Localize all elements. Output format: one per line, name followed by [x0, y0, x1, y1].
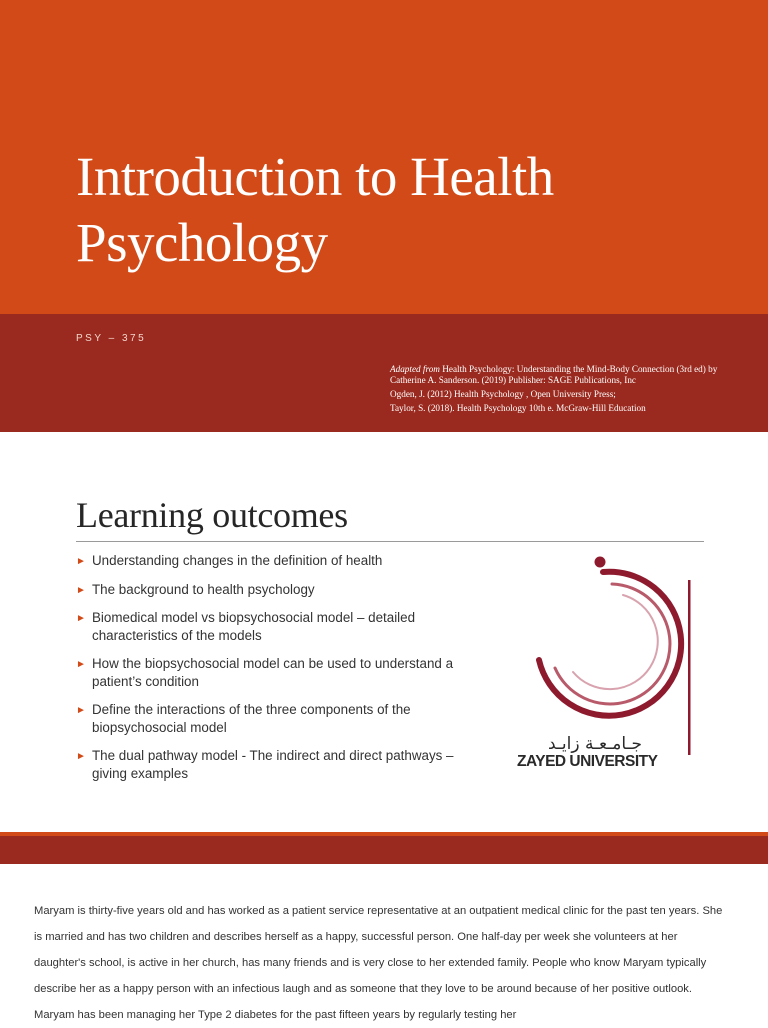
- logo-arabic-text: جـامـعـة زايـد: [547, 734, 643, 754]
- bullet-arrow-icon: ►: [76, 751, 86, 762]
- list-item: ► Understanding changes in the definition of health: [76, 552, 486, 570]
- heading-divider: [76, 541, 704, 542]
- list-item: ► The background to health psychology: [76, 581, 486, 599]
- adapted-label: Adapted from: [390, 364, 440, 374]
- footer-band: [0, 832, 768, 864]
- logo-arc-icon: [539, 572, 681, 716]
- title-slide: [0, 0, 768, 432]
- bullet-arrow-icon: ►: [76, 659, 86, 670]
- footer-band-accent: [0, 832, 768, 836]
- bullet-arrow-icon: ►: [76, 584, 86, 596]
- zayed-university-logo: [515, 550, 695, 775]
- references: [390, 364, 750, 417]
- case-study-paragraph: Maryam is thirty-five years old and has worked as a patient service representative at an outpatient medical clinic for the past ten years. She is married and has two children and describes herself as a happy, successful person. One half-day per week she volunteers at her daughter's school, is active in her church, has many friends and is very close to her extended family. People who know Maryam typically describe her as a happy person with an infectious laugh and as someone that they love to be around because of her positive outlook. Maryam has been managing her Type 2 diabetes for the past fifteen years by regularly testing her: [34, 905, 723, 1021]
- reference-3: Taylor, S. (2018). Health Psychology 10th e. McGraw-Hill Education: [390, 403, 646, 413]
- reference-1: [390, 364, 750, 386]
- bullet-arrow-icon: ►: [76, 705, 86, 716]
- case-study-slide: [0, 864, 768, 1024]
- logo-wordmark: ZAYED UNIVERSITY: [517, 753, 658, 770]
- slide-title: Introduction to Health Psychology: [76, 146, 554, 273]
- course-code: PSY – 375: [76, 333, 147, 344]
- slide-heading: Learning outcomes: [76, 495, 348, 535]
- bullet-arrow-icon: ►: [76, 556, 86, 567]
- list-item: ► How the biopsychosocial model can be used to understand a patient’s condition: [76, 656, 454, 689]
- list-item: ► The dual pathway model - The indirect and direct pathways –giving examples: [76, 748, 454, 781]
- logo-dot-icon: [595, 557, 606, 568]
- list-item: ► Define the interactions of the three components of the biopsychosocial model: [76, 702, 411, 735]
- learning-outcomes-slide: [0, 432, 768, 864]
- logo-arc-inner-icon: [555, 584, 670, 704]
- reference-1-text: Health Psychology: Understanding the Mind-Body Connection (3rd ed) by Catherine A. Sanderson. (2019) Publisher: SAGE Publications, Inc: [390, 364, 718, 385]
- outcomes-list: [76, 552, 486, 793]
- list-item: ► Biomedical model vs biopsychosocial model – detailed characteristics of the models: [76, 610, 416, 643]
- bullet-arrow-icon: ►: [76, 613, 86, 624]
- logo-arc-faint-icon: [573, 595, 658, 689]
- reference-2: Ogden, J. (2012) Health Psychology , Open University Press;: [390, 389, 616, 399]
- logo-vertical-bar: [688, 580, 691, 755]
